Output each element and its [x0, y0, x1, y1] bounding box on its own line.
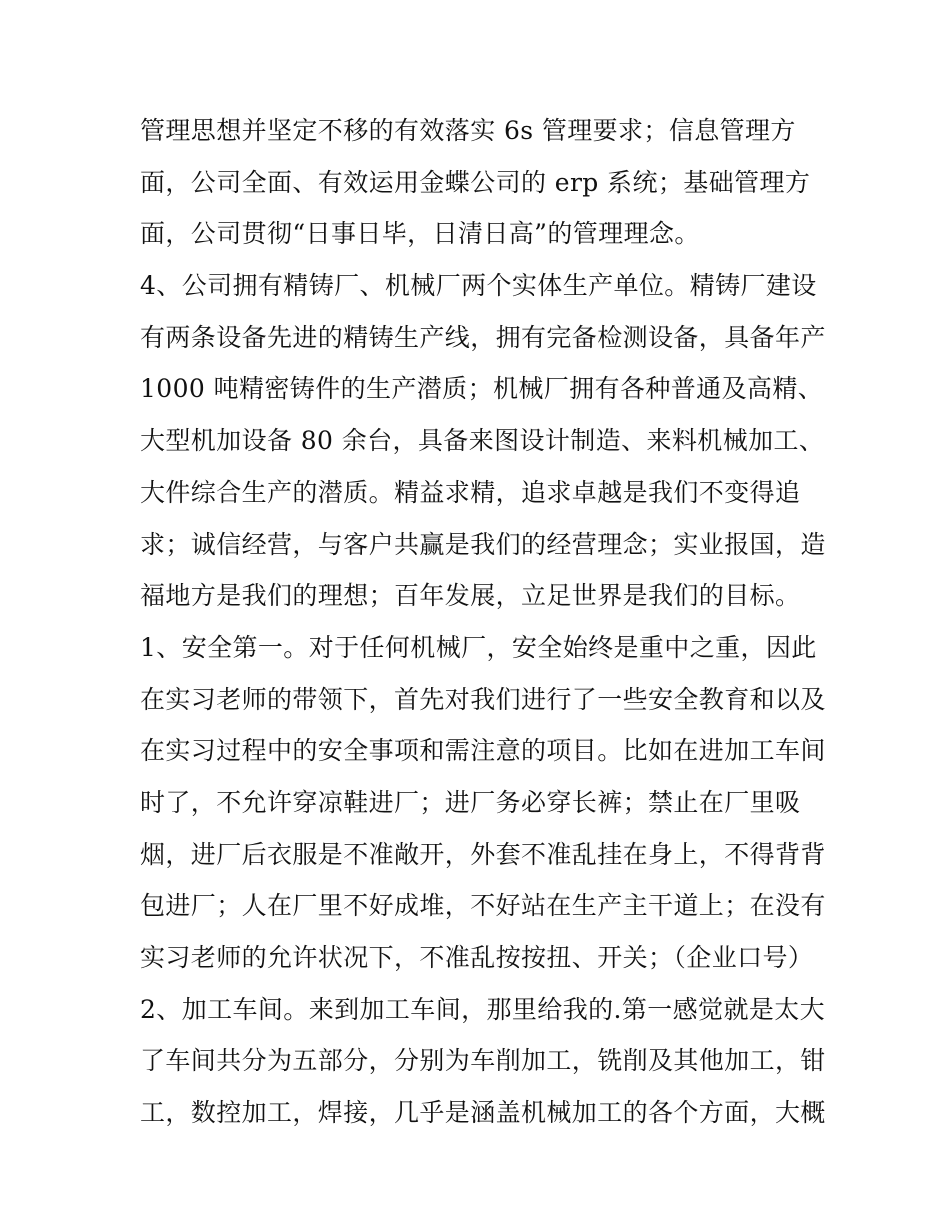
text-line: 在实习老师的带领下，首先对我们进行了一些安全教育和以及	[140, 684, 826, 714]
text-line: 求；诚信经营，与客户共赢是我们的经营理念；实业报国，造	[140, 529, 826, 559]
text-line: 了车间共分为五部分，分别为车削加工，铣削及其他加工，钳	[140, 1046, 826, 1076]
text-line: 有两条设备先进的精铸生产线，拥有完备检测设备，具备年产	[140, 322, 826, 352]
text-line: 4、公司拥有精铸厂、机械厂两个实体生产单位。精铸厂建设	[140, 271, 817, 301]
text-line: 实习老师的允许状况下，不准乱按按扭、开关；（企业口号）	[140, 943, 814, 972]
text-line: 工，数控加工，焊接，几乎是涵盖机械加工的各个方面，大概	[140, 1098, 826, 1128]
text-line: 1000 吨精密铸件的生产潜质；机械厂拥有各种普通及高精、	[140, 374, 824, 404]
text-line: 2、加工车间。来到加工车间，那里给我的.第一感觉就是太大	[140, 994, 826, 1024]
text-line: 面，公司全面、有效运用金蝶公司的 erp 系统；基础管理方	[140, 167, 811, 197]
document-body	[140, 105, 826, 1139]
text-line: 大件综合生产的潜质。精益求精，追求卓越是我们不变得追	[140, 477, 801, 507]
text-line: 福地方是我们的理想；百年发展，立足世界是我们的目标。	[140, 581, 801, 611]
text-line: 在实习过程中的安全事项和需注意的项目。比如在进加工车间	[140, 736, 826, 766]
text-line: 时了，不允许穿凉鞋进厂；进厂务必穿长裤；禁止在厂里吸	[140, 787, 801, 817]
text-line: 管理思想并坚定不移的有效落实 6s 管理要求；信息管理方	[140, 116, 796, 145]
text-line: 烟，进厂后衣服是不准敞开，外套不准乱挂在身上，不得背背	[140, 839, 826, 869]
text-line: 包进厂；人在厂里不好成堆，不好站在生产主干道上；在没有	[140, 891, 826, 921]
text-line: 大型机加设备 80 余台，具备来图设计制造、来料机械加工、	[140, 426, 825, 456]
text-line: 1、安全第一。对于任何机械厂，安全始终是重中之重，因此	[140, 632, 817, 662]
text-line: 面，公司贯彻“日事日毕，日清日高”的管理理念。	[140, 219, 700, 249]
